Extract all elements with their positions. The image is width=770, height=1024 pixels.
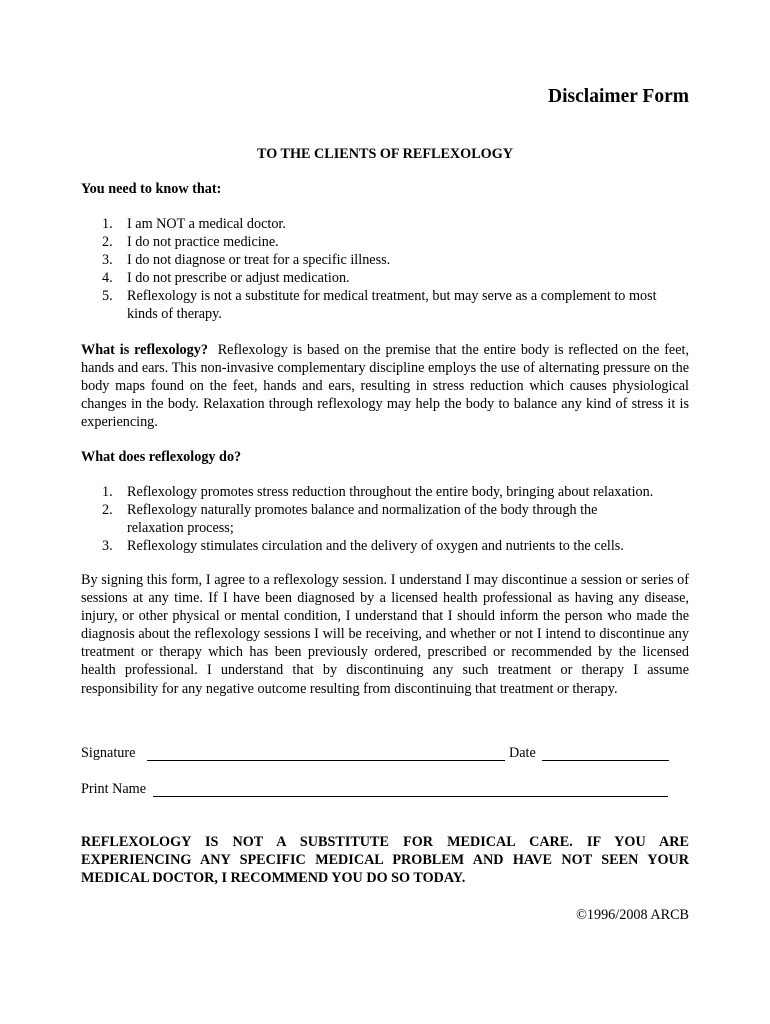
date-label: Date bbox=[509, 745, 536, 761]
list-item bbox=[81, 251, 689, 269]
disclaimer-list bbox=[81, 215, 689, 323]
list-number: 3. bbox=[102, 538, 113, 554]
print-name-row bbox=[81, 780, 689, 800]
document-page bbox=[81, 0, 689, 1024]
list-text: Reflexology stimulates circulation and the delivery of oxygen and nutrients to the cells. bbox=[127, 538, 624, 554]
list-text: Reflexology is not a substitute for medical treatment, but may serve as a complement to most kinds of therapy. bbox=[127, 288, 657, 322]
list-text: Reflexology promotes stress reduction throughout the entire body, bringing about relaxation. bbox=[127, 484, 654, 500]
copyright-notice: ©1996/2008 ARCB bbox=[576, 907, 689, 923]
what-is-label: What is reflexology? bbox=[81, 342, 208, 358]
intro-heading: You need to know that: bbox=[81, 181, 222, 197]
list-text: Reflexology naturally promotes balance and normalization of the body through the relaxation process; bbox=[127, 502, 598, 536]
list-number: 5. bbox=[102, 288, 113, 304]
list-item bbox=[81, 537, 689, 555]
print-name-label: Print Name bbox=[81, 781, 147, 797]
list-text: I am NOT a medical doctor. bbox=[127, 216, 286, 232]
agreement-paragraph: By signing this form, I agree to a reflexology session. I understand I may discontinue a session or series of sessions at any time. If I have been diagnosed by a licensed health professional as having any disease, injury, or other physical or mental condition, I understand that I should inform the person who made the diagnosis about the reflexology sessions I will be receiving, and whether or not I intend to discontinue any treatment or therapy which has been previously ordered, prescribed or recommended by the licensed health professional. I understand that by discontinuing any such treatment or therapy I assume responsibility for any negative outcome resulting from discontinuing that treatment or therapy. bbox=[81, 572, 689, 697]
what-is-paragraph bbox=[81, 341, 689, 431]
list-item bbox=[81, 483, 689, 501]
list-text: I do not diagnose or treat for a specific illness. bbox=[127, 252, 391, 268]
list-item bbox=[81, 501, 689, 537]
list-text: I do not prescribe or adjust medication. bbox=[127, 270, 350, 286]
signature-label: Signature bbox=[81, 745, 136, 761]
list-item bbox=[81, 269, 689, 287]
list-item bbox=[81, 233, 689, 251]
benefits-list bbox=[81, 483, 689, 555]
list-text: I do not practice medicine. bbox=[127, 234, 279, 250]
medical-warning: REFLEXOLOGY IS NOT A SUBSTITUTE FOR MEDICAL CARE. IF YOU ARE EXPERIENCING ANY SPECIFIC MEDICAL PROBLEM AND HAVE NOT SEEN YOUR MEDICAL DOCTOR, I RECOMMEND YOU DO SO TODAY. bbox=[81, 834, 689, 886]
signature-field[interactable] bbox=[147, 760, 505, 761]
print-name-field[interactable] bbox=[153, 796, 668, 797]
what-is-text: Reflexology is based on the premise that the entire body is reflected on the feet, hands and ears. This non-invasive complementary discipline employs the use of alternating pressure on the body maps found on the feet, hands and ears, resulting in stress reduction which causes physiological changes in the body. Relaxation through reflexology may help the body to balance any kind of stress it is experiencing. bbox=[81, 342, 689, 431]
date-field[interactable] bbox=[542, 760, 669, 761]
clients-heading: TO THE CLIENTS OF REFLEXOLOGY bbox=[257, 146, 513, 162]
signature-row bbox=[81, 744, 689, 764]
list-number: 4. bbox=[102, 270, 113, 286]
list-number: 1. bbox=[102, 484, 113, 500]
list-item bbox=[81, 215, 689, 233]
list-item bbox=[81, 287, 689, 323]
list-number: 2. bbox=[102, 502, 113, 518]
list-number: 2. bbox=[102, 234, 113, 250]
form-title: Disclaimer Form bbox=[548, 86, 689, 107]
list-number: 3. bbox=[102, 252, 113, 268]
what-does-heading: What does reflexology do? bbox=[81, 449, 242, 465]
list-number: 1. bbox=[102, 216, 113, 232]
